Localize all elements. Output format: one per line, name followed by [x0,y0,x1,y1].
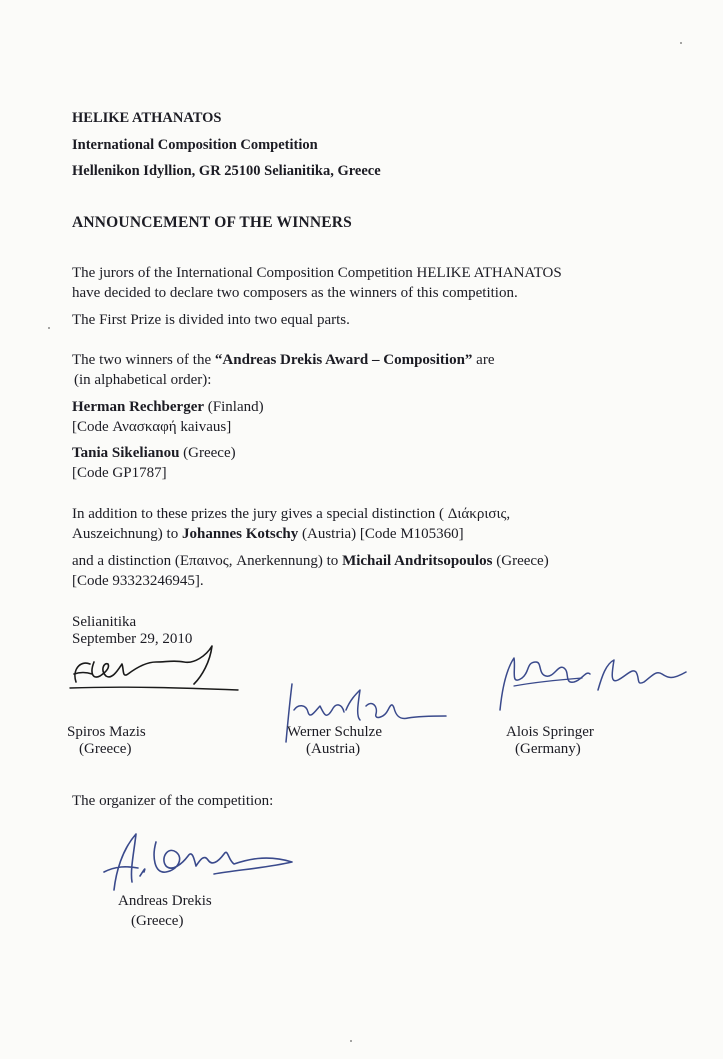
signature-alois-springer [486,650,696,720]
distinction-1-post: (Austria) [Code M105360] [298,526,464,542]
scan-speck [350,1040,352,1042]
winners-intro-post: are [472,352,495,368]
distinction-2-pre: and a distinction (Επαινος, Anerkennung) to [72,553,343,569]
jury-3-name: Alois Springer [506,724,594,740]
winner-1-name: Herman Rechberger [72,399,205,415]
winner-1-country: (Finland) [204,399,264,415]
place: Selianitika [72,614,137,630]
organizer-name: Andreas Drekis [118,893,212,909]
distinction-2-code: [Code 93323246945]. [72,573,204,589]
winner-1 [72,397,264,417]
organizer-label: The organizer of the competition: [72,793,274,809]
date: September 29, 2010 [72,631,193,647]
winners-intro-pre: The two winners of the [72,352,215,368]
jury-2-country: (Austria) [306,741,361,757]
jury-1-name: Spiros Mazis [67,724,146,740]
winner-2-country: (Greece) [179,445,236,461]
winner-1-code: [Code Ανασκαφή kaivaus] [72,419,232,435]
organizer-country: (Greece) [131,913,184,929]
distinction-2-line-1 [72,551,549,571]
jury-1-country: (Greece) [79,741,132,757]
address: Hellenikon Idyllion, GR 25100 Selianitika, Greece [72,163,381,179]
winners-intro-line-2: (in alphabetical order): [74,372,212,388]
signature-andreas-drekis [96,826,316,896]
winner-2 [72,443,236,463]
intro-line-1: The jurors of the International Composition Competition HELIKE ATHANATOS [72,265,562,281]
distinction-1-line-2 [72,524,464,544]
jury-2-name: Werner Schulze [287,724,382,740]
award-name: “Andreas Drekis Award – Composition” [214,352,473,368]
jury-3-country: (Germany) [515,741,581,757]
scan-speck [48,327,50,329]
winner-2-name: Tania Sikelianou [72,445,180,461]
scan-speck [680,42,682,44]
distinction-2-post: (Greece) [492,553,549,569]
competition-name: International Composition Competition [72,137,318,153]
intro-line-2: have decided to declare two composers as the winners of this competition. [72,285,518,301]
org-name: HELIKE ATHANATOS [72,110,222,126]
signature-spiros-mazis [66,640,246,700]
page-title: ANNOUNCEMENT OF THE WINNERS [72,214,352,231]
distinction-1-line-1: In addition to these prizes the jury gives a special distinction ( Διάκρισις, [72,506,511,522]
distinction-1-name: Johannes Kotschy [181,526,299,542]
winners-intro-line-1 [72,350,494,370]
distinction-1-pre: Auszeichnung) to [72,526,182,542]
winner-2-code: [Code GP1787] [72,465,167,481]
intro-line-3: The First Prize is divided into two equal parts. [72,312,350,328]
distinction-2-name: Michail Andritsopoulos [342,553,493,569]
